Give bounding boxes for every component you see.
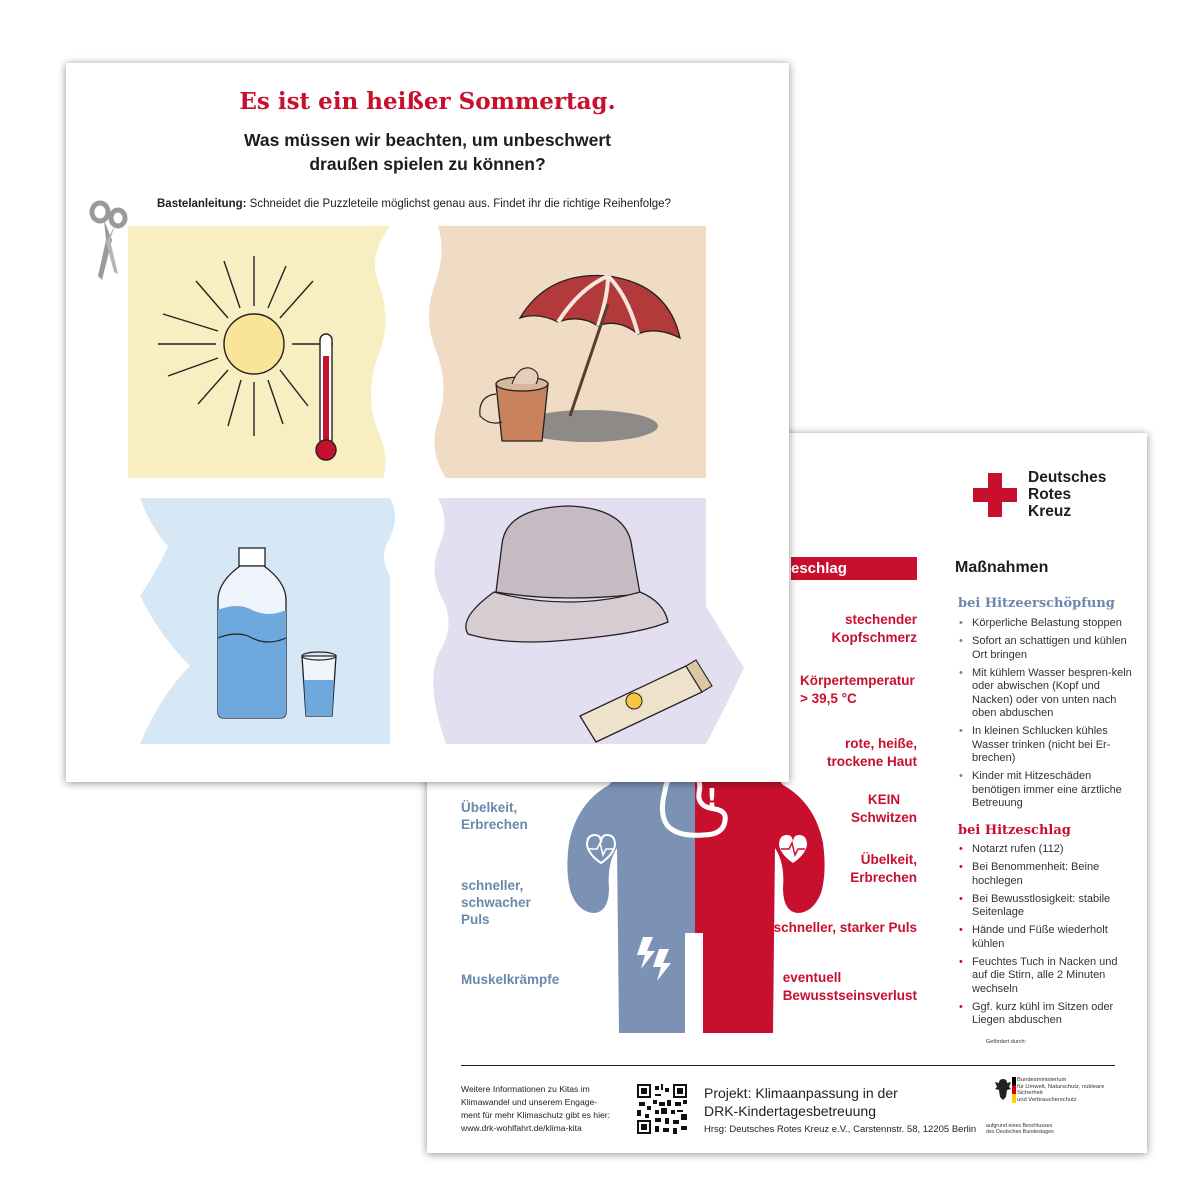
logo-line: Deutsches <box>1028 469 1107 486</box>
symptom-strong-pulse: schneller, starker Puls <box>773 920 917 935</box>
page-title: Es ist ein heißer Sommertag. <box>239 88 616 115</box>
page-subtitle: Was müssen wir beachten, um unbeschwert draußen spielen zu können? <box>244 130 611 174</box>
symptom-headache: stechender Kopfschmerz <box>831 612 917 645</box>
logo-line: Kreuz <box>1028 503 1072 520</box>
list-item: • Hände und Füße wiederholt kühlen <box>959 924 1108 950</box>
footer-link[interactable]: www.drk-wohlfahrt.de/klima-kita <box>461 1123 582 1133</box>
symptom-nausea-blue: Übelkeit, Erbrechen <box>461 800 528 832</box>
qr-code-icon[interactable] <box>637 1084 687 1134</box>
list-item: • Mit kühlem Wasser bespren-keln oder abwischen (Kopf und Nacken) oder von unten nach oben abduschen <box>959 666 1132 719</box>
scissors-icon <box>88 200 128 284</box>
symptom-red-skin: rote, heiße, trockene Haut <box>826 736 917 769</box>
exhaustion-measures-list <box>958 617 1133 815</box>
symptom-no-sweating: KEIN Schwitzen <box>850 792 917 825</box>
exhaustion-heading: bei Hitzeerschöpfung <box>958 596 1115 611</box>
heatstroke-header-bar: eschlag <box>791 557 917 580</box>
german-flag-stripe <box>1012 1077 1016 1103</box>
list-item: • In kleinen Schlucken kühles Wasser trinken (nicht bei Er-brechen) <box>959 725 1111 764</box>
project-title: Projekt: Klimaanpassung in der DRK-Kindertagesbetreuung <box>704 1085 898 1119</box>
puzzle-pieces <box>128 226 748 751</box>
footer-info-text: Weitere Informationen zu Kitas im Klimawandel und unserem Engage- ment für mehr Klimaschutz gibt es hier: www.drk-wohlfahrt.de/klima-kita <box>461 1083 623 1135</box>
list-item: • Kinder mit Hitzeschäden benötigen immer eine ärztliche Betreuung <box>959 770 1122 809</box>
measures-heading: Maßnahmen <box>955 559 1049 576</box>
symptom-weak-pulse: schneller, schwacher Puls <box>461 878 531 927</box>
symptom-temperature: Körpertemperatur > 39,5 °C <box>800 673 915 706</box>
exclamation-mark: ! <box>706 784 718 814</box>
list-item: • Körperliche Belastung stoppen <box>959 617 1122 629</box>
red-cross-icon <box>973 473 1017 517</box>
heatstroke-measures-list <box>958 843 1133 1032</box>
list-item: • Feuchtes Tuch in Nacken und auf die Stirn, alle 2 Minuten wechseln <box>959 955 1118 995</box>
eagle-icon <box>994 1077 1012 1103</box>
footer-divider <box>461 1065 1115 1066</box>
logo-line: Rotes <box>1028 486 1072 503</box>
body-left-half <box>567 763 695 1033</box>
puzzle-sheet <box>66 63 789 782</box>
symptom-nausea-red: Übelkeit, Erbrechen <box>850 852 917 885</box>
publisher-address: Hrsg: Deutsches Rotes Kreuz e.V., Carstennstr. 58, 12205 Berlin <box>704 1124 977 1135</box>
symptom-unconsciousness: eventuell Bewusstseinsverlust <box>782 970 917 1003</box>
list-item: • Ggf. kurz kühl im Sitzen oder Liegen abduschen <box>959 1000 1114 1026</box>
drk-logo <box>973 469 1133 521</box>
list-item: • Sofort an schattigen und kühlen Ort bringen <box>959 635 1127 661</box>
heatstroke-heading: bei Hitzeschlag <box>958 823 1071 838</box>
ministry-logo: Bundesministerium für Umwelt, Naturschutz, nukleare Sicherheit und Verbraucherschutz <box>986 1077 1116 1117</box>
list-item: • Bei Bewusstlosigkeit: stabile Seitenlage <box>959 892 1111 918</box>
craft-instruction: Bastelanleitung: Schneidet die Puzzleteile möglichst genau aus. Findet ihr die richtige Reihenfolge? <box>157 198 671 210</box>
list-item: • Bei Benommenheit: Beine hochlegen <box>959 861 1100 887</box>
symptom-cramps: Muskelkrämpfe <box>461 972 560 987</box>
bundestag-note: aufgrund eines Beschlusses des Deutschen Bundestages <box>986 1123 1054 1136</box>
water-glass-icon <box>302 652 336 716</box>
list-item: • Notarzt rufen (112) <box>959 843 1064 855</box>
funded-by-label: Gefördert durch: <box>986 1039 1027 1045</box>
